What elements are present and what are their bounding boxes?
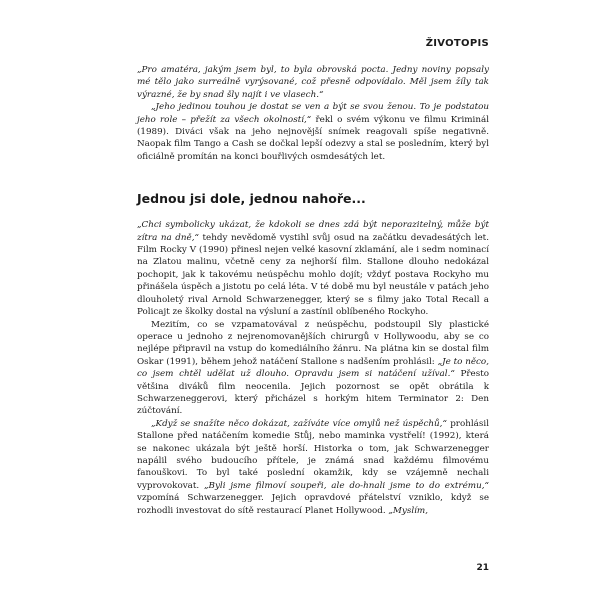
quote: „Jeho jedinou touhou je dostat se ven a být se svou ženou. To je podstatou jeho role – přežít za všech okolností,“ xyxy=(137,102,489,125)
page-number: 21 xyxy=(476,563,489,573)
body-text: Přesto většina diváků film neocenila. Jejich pozornost se opět obrátila k Schwarzeneggerovi, který přicházel s horkým hitem Terminator 2: Den zúčtování. xyxy=(137,369,489,417)
quote: „Byli jsme filmoví soupeři, ale do-hnali jsme to do extrému,“ xyxy=(204,480,489,491)
paragraph-5 xyxy=(137,418,489,517)
running-head: ŽIVOTOPIS xyxy=(425,38,489,49)
quote: „Myslím, xyxy=(388,505,428,516)
paragraph-3 xyxy=(137,219,489,318)
quote: „Pro amatéra, jakým jsem byl, to byla obrovská pocta. Jedny noviny popsaly mé tělo jako surreálně vyrýsované, což přesně odpovídalo. Měl jsem žíly tak výrazné, že by snad šly najít i ve vlasech.“ xyxy=(137,65,489,100)
paragraph-1 xyxy=(137,64,489,101)
quote: „Je to něco, co jsem chtěl udělat už dlouho. Opravdu jsem si natáčení užíval.“ xyxy=(137,356,489,380)
quote: „Chci symbolicky ukázat, že kdokoli se dnes zdá být neporazitelný, může být zítra na dně,“ xyxy=(137,220,489,243)
paragraph-4 xyxy=(137,319,489,418)
body-text: Mezitím, co se vzpamatovával z neúspěchu, podstoupil Sly plastické operace u jednoho z nejrenomovanějších chirurgů v Hollywoodu, aby se co nejlépe připravil na vstup do komediálního žánru. Na plátna kin se dostal film Oskar (1991), během jehož natáčení Stallone s nadšením prohlásil: xyxy=(137,319,489,367)
paragraph-2 xyxy=(137,101,489,163)
page-body xyxy=(137,64,489,517)
quote: „Když se snažíte něco dokázat, zažíváte více omylů než úspěchů,“ xyxy=(151,418,447,429)
body-text: vzpomíná Schwarzenegger. Jejich opravdové přátelství vzniklo, když se rozhodli investovat do sítě restaurací Planet Hollywood. xyxy=(137,493,489,516)
body-text: řekl o svém výkonu ve filmu Kriminál (1989). Diváci však na jeho nejnovější snímek reagovali spíše negativně. Naopak film Tango a Cash se dočkal lepší odezvy a stal se posledním, který byl oficiálně promítán na konci bouřlivých osmdesátých let. xyxy=(137,114,489,162)
section-heading: Jednou jsi dole, jednou nahoře... xyxy=(137,191,366,207)
body-text: tehdy nevědomě vystihl svůj osud na začátku devadesátých let. Film Rocky V (1990) přinesl nejen velké kasovní zklamání, ale i sedm nominací na Zlatou malinu, včetně ceny za nejhorší film. Stallone dlouho nedokázal pochopit, jak k takovému neúspěchu mohlo dojít; vždyť postava Rockyho mu přinášela úspěch a jistotu po celá léta. V té době mu byl neustále v patách jeho dlouholetý rival Arnold Schwarzenegger, který se s filmy jako Total Recall a Policajt ze školky dostal na výsluní a zastínil oblíbeného Rockyho. xyxy=(137,232,489,318)
body-text: prohlásil Stallone před natáčením komedie Stůj, nebo maminka vystřelí! (1992), která se nakonec ukázala být ještě horší. Historka o tom, jak Schwarzenegger napálil svého budoucího přítele, je známá snad každému filmovému fanouškovi. To byl také poslední okamžik, kdy se vzájemně nechali vyprovokovat. xyxy=(137,418,489,491)
